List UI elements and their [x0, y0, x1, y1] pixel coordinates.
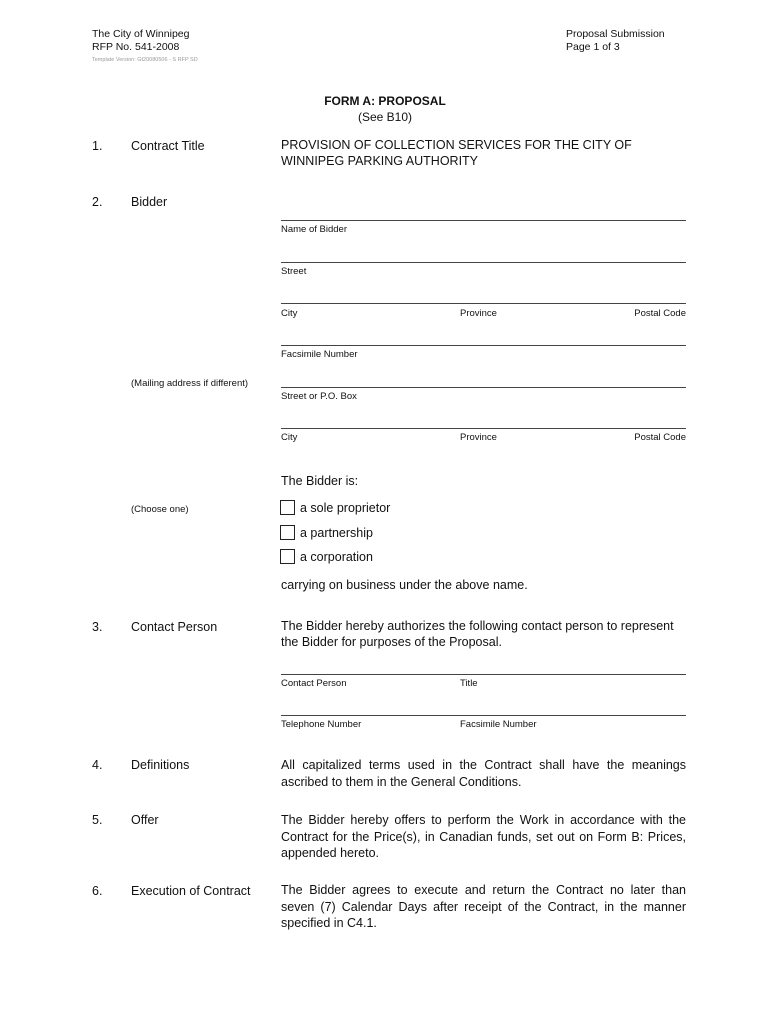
street-caption: Street — [281, 266, 307, 277]
form-title: FORM A: PROPOSAL — [324, 94, 446, 108]
partnership-checkbox[interactable] — [280, 525, 295, 540]
section-6-label: Execution of Contract — [131, 884, 251, 898]
sole-proprietor-checkbox[interactable] — [280, 500, 295, 515]
form-subtitle: (See B10) — [357, 110, 413, 124]
contact-facsimile-caption: Facsimile Number — [460, 719, 537, 730]
contact-person-text-line-2: the Bidder for purposes of the Proposal. — [281, 635, 502, 649]
province-caption: Province — [460, 308, 497, 319]
section-5-number: 5. — [92, 813, 103, 827]
section-5-label: Offer — [131, 813, 159, 827]
carrying-on-business-text: carrying on business under the above name. — [281, 578, 528, 592]
header-template-version: Template Version: Gt20080506 - S RFP SD — [92, 57, 198, 63]
execution-of-contract-text: The Bidder agrees to execute and return the Contract no later than seven (7) Calendar Days after receipt of the Contract, in the manner specified in C4.1. — [281, 883, 686, 930]
section-4-number: 4. — [92, 758, 103, 772]
contract-title-line-1: PROVISION OF COLLECTION SERVICES FOR THE CITY OF — [281, 138, 632, 152]
bidder-is-label: The Bidder is: — [281, 474, 359, 488]
city-province-postal-line[interactable] — [281, 303, 686, 304]
telephone-number-caption: Telephone Number — [281, 719, 362, 730]
section-6-number: 6. — [92, 884, 103, 898]
offer-text: The Bidder hereby offers to perform the Work in accordance with the Contract for the Price(s), in Canadian funds, set out on Form B: Prices, appended hereto. — [281, 813, 686, 860]
telephone-facsimile-line[interactable] — [281, 715, 686, 716]
header-org: The City of Winnipeg — [92, 28, 190, 40]
contract-title-line-2: WINNIPEG PARKING AUTHORITY — [281, 154, 479, 168]
section-2-label: Bidder — [131, 195, 168, 209]
title-caption: Title — [460, 678, 478, 689]
section-2-number: 2. — [92, 195, 103, 209]
mailing-street-caption: Street or P.O. Box — [281, 391, 357, 402]
header-rfp-number: RFP No. 541-2008 — [92, 41, 180, 53]
contact-person-text-line-1: The Bidder hereby authorizes the following contact person to represent — [281, 619, 674, 633]
facsimile-caption: Facsimile Number — [281, 349, 358, 360]
section-4-label: Definitions — [131, 758, 190, 772]
contact-person-title-line[interactable] — [281, 674, 686, 675]
contact-person-caption: Contact Person — [281, 678, 347, 689]
mailing-city-province-postal-line[interactable] — [281, 428, 686, 429]
sole-proprietor-label: a sole proprietor — [300, 501, 391, 515]
definitions-text: All capitalized terms used in the Contract shall have the meanings ascribed to them in the General Conditions. — [281, 758, 686, 789]
facsimile-line[interactable] — [281, 345, 686, 346]
name-of-bidder-line[interactable] — [281, 220, 686, 221]
mailing-address-label: (Mailing address if different) — [131, 378, 249, 389]
mailing-street-line[interactable] — [281, 387, 686, 388]
city-caption: City — [281, 308, 298, 319]
mailing-province-caption: Province — [460, 432, 497, 443]
mailing-city-caption: City — [281, 432, 298, 443]
street-line[interactable] — [281, 262, 686, 263]
corporation-label: a corporation — [300, 550, 373, 564]
header-page-number: Page 1 of 3 — [566, 41, 620, 53]
section-3-label: Contact Person — [131, 620, 218, 634]
corporation-checkbox[interactable] — [280, 549, 295, 564]
mailing-postal-code-caption: Postal Code — [634, 432, 686, 443]
postal-code-caption: Postal Code — [634, 308, 686, 319]
header-doc-type: Proposal Submission — [566, 28, 665, 40]
choose-one-label: (Choose one) — [131, 504, 189, 515]
section-3-number: 3. — [92, 620, 103, 634]
name-of-bidder-caption: Name of Bidder — [281, 224, 348, 235]
partnership-label: a partnership — [300, 526, 373, 540]
section-1-label: Contract Title — [131, 139, 205, 153]
section-1-number: 1. — [92, 139, 103, 153]
